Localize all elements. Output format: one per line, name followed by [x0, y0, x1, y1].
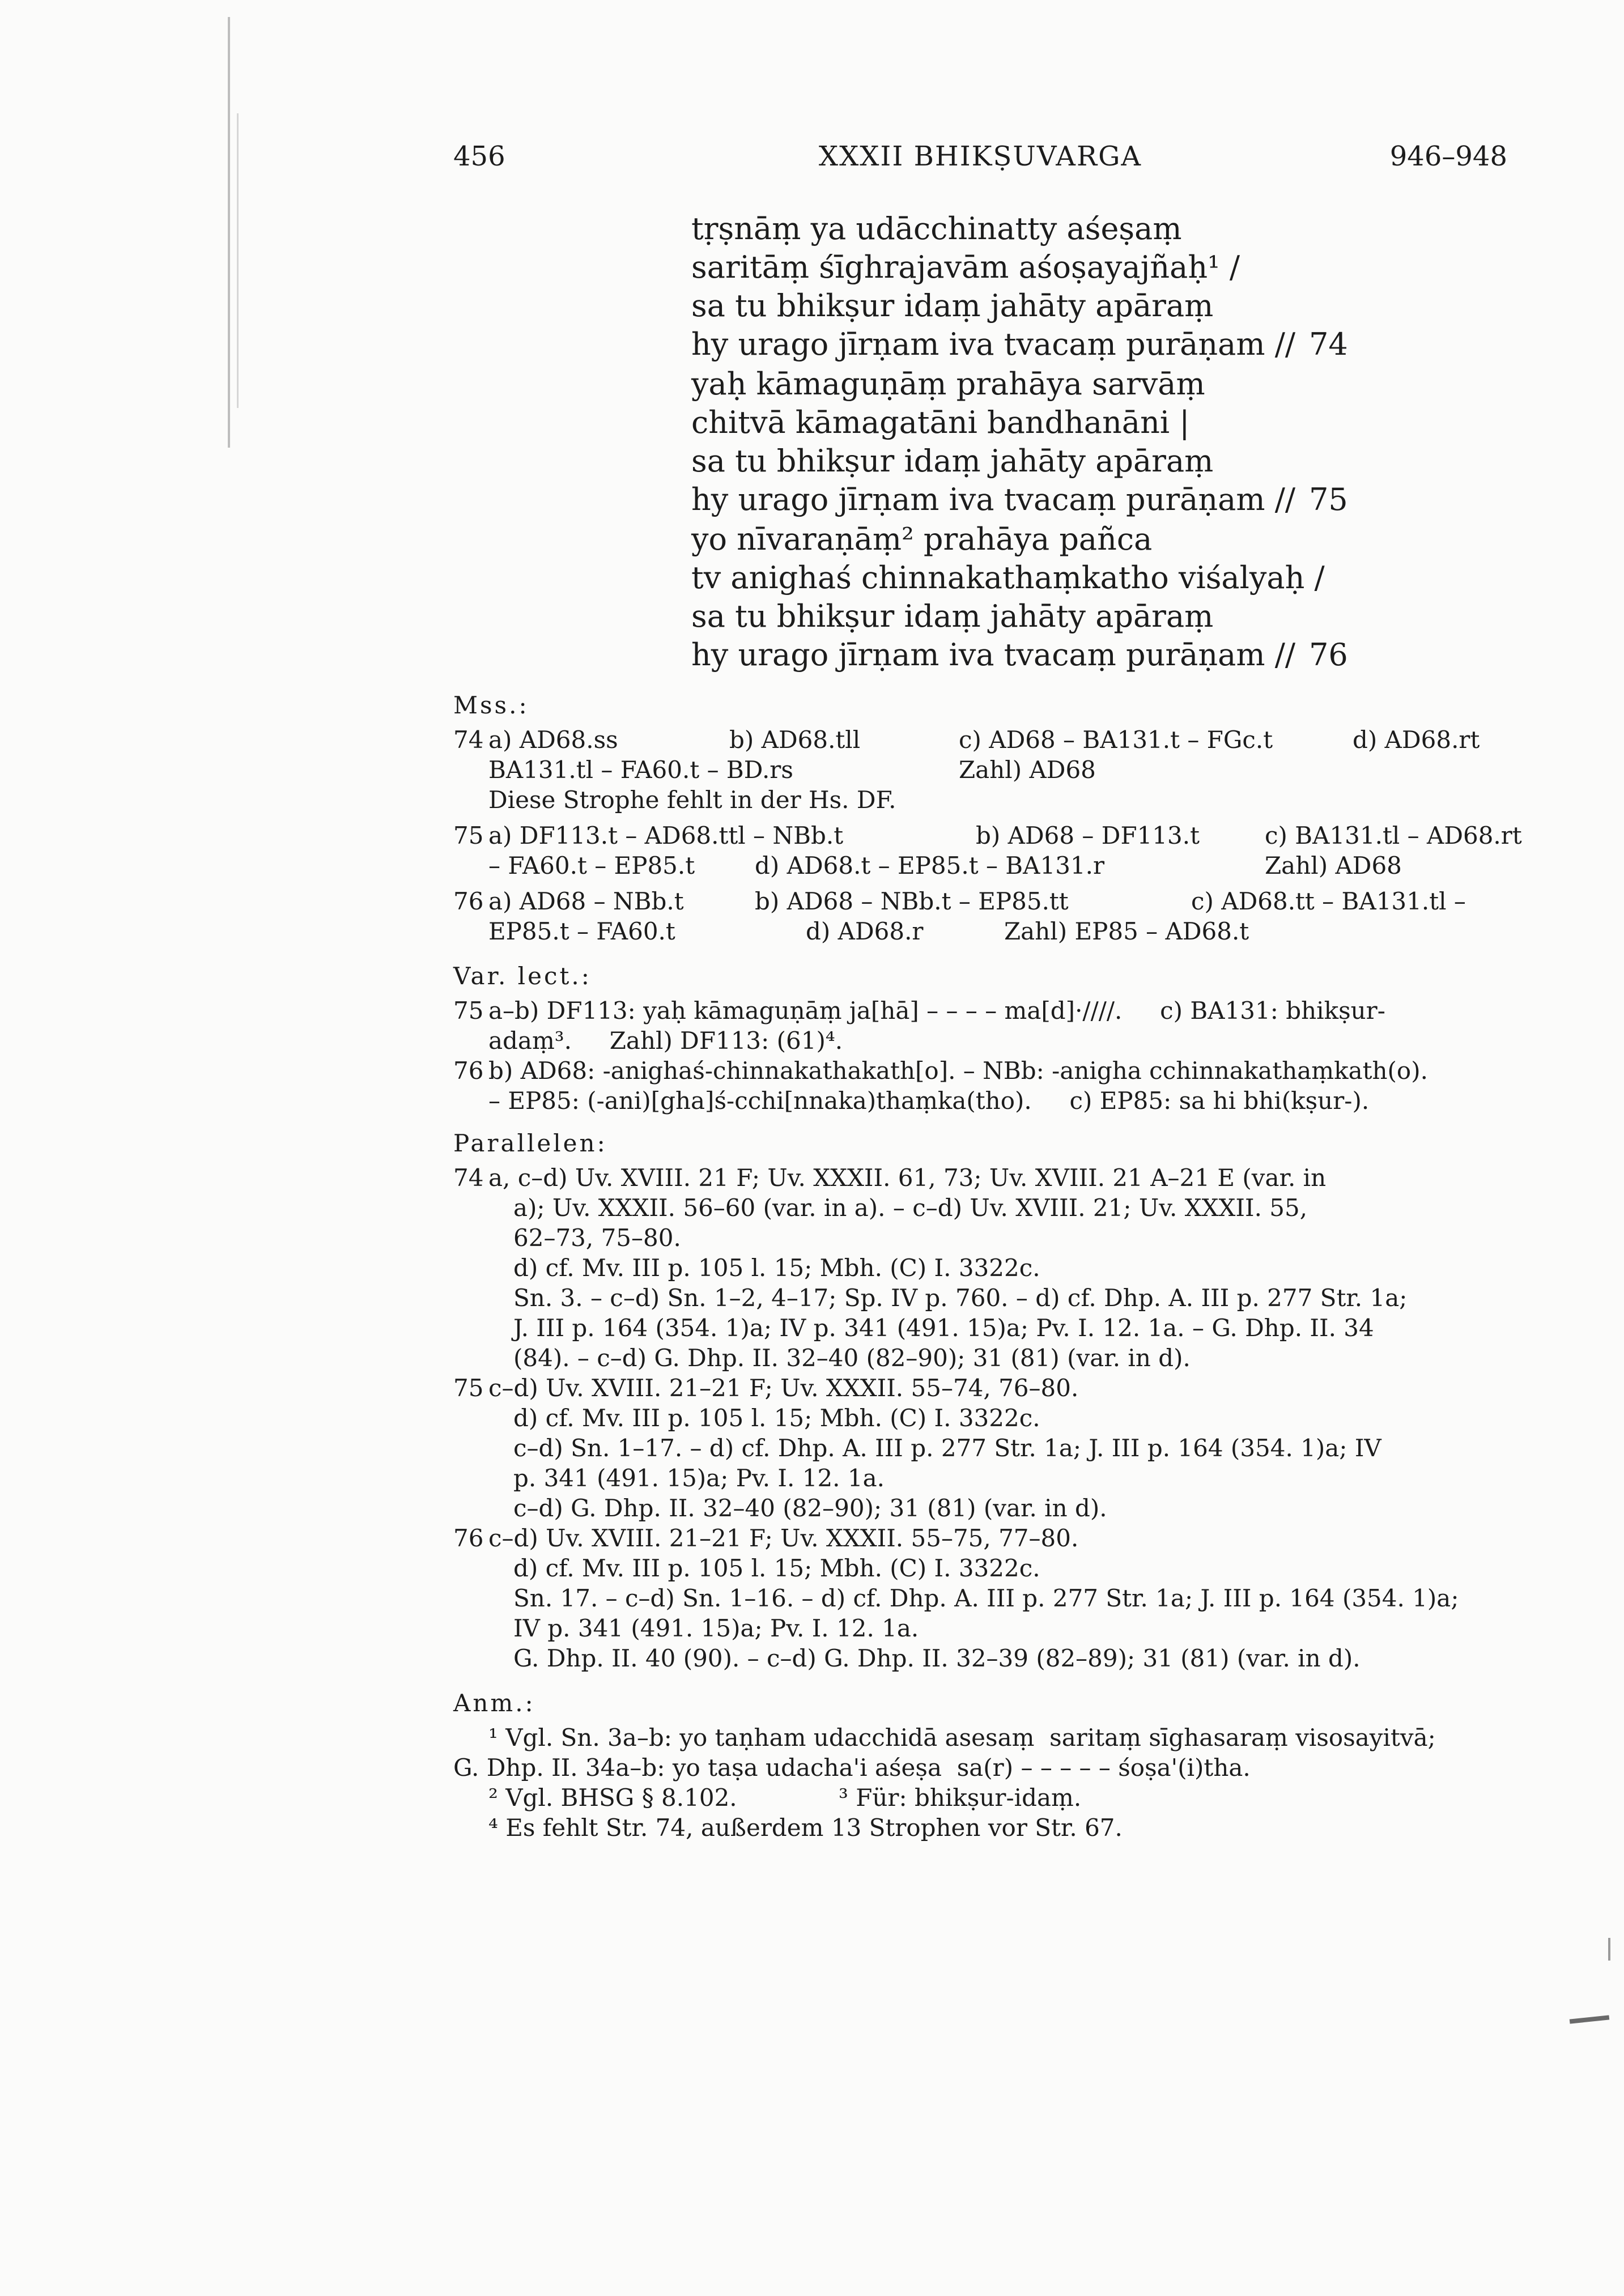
verse-line: sa tu bhikṣur idaṃ jahāty apāraṃ	[691, 288, 1214, 324]
mss-entry-76	[453, 886, 1507, 946]
var-lect-heading: Var. lect.:	[453, 962, 592, 990]
mss-cell: a) AD68 – NBb.t	[488, 887, 684, 915]
mss-cell: d) AD68.t – EP85.t – BA131.r	[755, 852, 1105, 879]
verse-line: hy urago jīrṇam iva tvacaṃ purāṇam // 76	[691, 637, 1348, 673]
mss-entry-75	[453, 820, 1522, 881]
verse-number: 75	[1309, 482, 1348, 517]
mss-cell: a) DF113.t – AD68.ttl – NBb.t	[488, 822, 844, 849]
apparatus-line: a); Uv. XXXII. 56–60 (var. in a). – c–d) Uv. XVIII. 21; Uv. XXXII. 55,	[513, 1194, 1308, 1222]
anm-heading: Anm.:	[453, 1689, 535, 1717]
apparatus-line: Sn. 17. – c–d) Sn. 1–16. – d) cf. Dhp. A. III p. 277 Str. 1a; J. III p. 164 (354. 1)a;	[513, 1584, 1459, 1612]
mss-cell: c) AD68.tt – BA131.tl –	[1191, 887, 1466, 915]
verse-line: chitvā kāmagatāni bandhanāni |	[691, 405, 1190, 440]
entry-number: 74	[453, 1164, 484, 1192]
mss-note: Diese Strophe fehlt in der Hs. DF.	[488, 786, 896, 814]
verse-range: 946–948	[1389, 141, 1507, 172]
scan-mark	[1570, 2015, 1609, 2023]
footnote-3: ³ Für: bhikṣur-idaṃ.	[839, 1784, 1082, 1812]
footnote-1-cont: G. Dhp. II. 34a–b: yo taṣa udacha'i aśeṣa sa(r) – – – – – śoṣa'(i)tha.	[453, 1754, 1251, 1781]
verse-75	[691, 365, 1485, 519]
apparatus-line: p. 341 (491. 15)a; Pv. I. 12. 1a.	[513, 1464, 885, 1492]
verse-block	[691, 210, 1485, 675]
entry-number: 75	[453, 822, 484, 849]
critical-apparatus	[453, 680, 1522, 1843]
chapter-title: XXXII BHIKṢUVARGA	[818, 141, 1142, 172]
verse-line: hy urago jīrṇam iva tvacaṃ purāṇam // 74	[691, 326, 1348, 362]
apparatus-line: adaṃ³. Zahl) DF113: (61)⁴.	[488, 1027, 843, 1055]
parallels-heading: Parallelen:	[453, 1129, 607, 1157]
entry-number: 76	[453, 1524, 484, 1552]
parallels-entry-74	[453, 1163, 1507, 1373]
mss-cell: d) AD68.rt	[1353, 726, 1480, 754]
mss-cell: – FA60.t – EP85.t	[488, 852, 695, 879]
verse-line: yaḥ kāmaguṇāṃ prahāya sarvāṃ	[691, 366, 1205, 402]
footnote-2: ² Vgl. BHSG § 8.102.	[488, 1784, 737, 1812]
apparatus-line: 62–73, 75–80.	[513, 1224, 681, 1252]
verse-line: sa tu bhikṣur idaṃ jahāty apāraṃ	[691, 598, 1214, 634]
apparatus-line: IV p. 341 (491. 15)a; Pv. I. 12. 1a.	[513, 1614, 919, 1642]
scan-edge-line	[228, 17, 230, 448]
varlect-entry-75	[453, 996, 1507, 1056]
apparatus-line: – EP85: (-ani)[gha]ś-cchi[nnaka)thaṃka(tho). c) EP85: sa hi bhi(kṣur-).	[488, 1087, 1370, 1115]
mss-cell: Zahl) AD68	[959, 756, 1096, 784]
mss-cell: c) AD68 – BA131.t – FGc.t	[959, 726, 1273, 754]
apparatus-line: d) cf. Mv. III p. 105 l. 15; Mbh. (C) I. 3322c.	[513, 1554, 1040, 1582]
verse-number: 76	[1309, 637, 1348, 673]
verse-line: yo nīvaraṇāṃ² prahāya pañca	[691, 521, 1153, 557]
apparatus-line: J. III p. 164 (354. 1)a; IV p. 341 (491. 15)a; Pv. I. 12. 1a. – G. Dhp. II. 34	[513, 1314, 1374, 1342]
apparatus-line: c–d) Sn. 1–17. – d) cf. Dhp. A. III p. 277 Str. 1a; J. III p. 164 (354. 1)a; IV	[513, 1434, 1381, 1462]
scan-mark	[1608, 1938, 1610, 1961]
mss-entry-74	[453, 725, 1507, 815]
page-number: 456	[453, 141, 505, 172]
entry-number: 75	[453, 1374, 484, 1402]
verse-line: saritāṃ śīghrajavām aśoṣayajñaḥ¹ /	[691, 249, 1240, 285]
mss-cell: b) AD68.tll	[729, 726, 861, 754]
apparatus-line: Sn. 3. – c–d) Sn. 1–2, 4–17; Sp. IV p. 760. – d) cf. Dhp. A. III p. 277 Str. 1a;	[513, 1284, 1408, 1312]
verse-line: tṛṣnāṃ ya udācchinatty aśeṣaṃ	[691, 211, 1182, 246]
mss-cell: BA131.tl – FA60.t – BD.rs	[488, 756, 793, 784]
verse-line: hy urago jīrṇam iva tvacaṃ purāṇam // 75	[691, 482, 1348, 517]
footnote-4: ⁴ Es fehlt Str. 74, außerdem 13 Strophen vor Str. 67.	[488, 1814, 1123, 1842]
mss-heading: Mss.:	[453, 691, 529, 719]
apparatus-line: a, c–d) Uv. XVIII. 21 F; Uv. XXXII. 61, 73; Uv. XVIII. 21 A–21 E (var. in	[488, 1164, 1327, 1192]
apparatus-line: (84). – c–d) G. Dhp. II. 32–40 (82–90); 31 (81) (var. in d).	[513, 1344, 1191, 1372]
footnote-1: ¹ Vgl. Sn. 3a–b: yo taṇham udacchidā asesaṃ saritaṃ sīghasaraṃ visosayitvā;	[488, 1724, 1436, 1751]
varlect-entry-76	[453, 1056, 1507, 1116]
parallels-entry-75	[453, 1373, 1507, 1523]
apparatus-line: G. Dhp. II. 40 (90). – c–d) G. Dhp. II. 32–39 (82–89); 31 (81) (var. in d).	[513, 1644, 1361, 1672]
mss-cell: Zahl) AD68	[1265, 852, 1402, 879]
entry-number: 75	[453, 997, 484, 1024]
entry-number: 74	[453, 726, 484, 754]
apparatus-line: a–b) DF113: yaḥ kāmaguṇāṃ ja[hā] – – – – ma[d]·////. c) BA131: bhikṣur-	[488, 997, 1385, 1024]
apparatus-line: c–d) G. Dhp. II. 32–40 (82–90); 31 (81) (var. in d).	[513, 1494, 1107, 1522]
mss-cell: Zahl) EP85 – AD68.t	[1004, 917, 1249, 945]
apparatus-line: d) cf. Mv. III p. 105 l. 15; Mbh. (C) I. 3322c.	[513, 1404, 1040, 1432]
mss-cell: a) AD68.ss	[488, 726, 618, 754]
verse-74	[691, 210, 1485, 364]
mss-cell: c) BA131.tl – AD68.rt	[1265, 822, 1522, 849]
verse-line: tv anighaś chinnakathaṃkatho viśalyaḥ /	[691, 560, 1325, 596]
mss-cell: b) AD68 – NBb.t – EP85.tt	[755, 887, 1069, 915]
apparatus-line: d) cf. Mv. III p. 105 l. 15; Mbh. (C) I. 3322c.	[513, 1254, 1040, 1282]
mss-cell: b) AD68 – DF113.t	[976, 822, 1200, 849]
apparatus-line: c–d) Uv. XVIII. 21–21 F; Uv. XXXII. 55–74, 76–80.	[488, 1374, 1079, 1402]
apparatus-line: b) AD68: -anighaś-chinnakathakath[o]. – NBb: -anigha cchinnakathaṃkath(o).	[488, 1057, 1428, 1085]
scan-edge-line	[237, 113, 239, 408]
entry-number: 76	[453, 887, 484, 915]
mss-cell: d) AD68.r	[806, 917, 924, 945]
apparatus-line: c–d) Uv. XVIII. 21–21 F; Uv. XXXII. 55–75, 77–80.	[488, 1524, 1079, 1552]
entry-number: 76	[453, 1057, 484, 1085]
verse-line: sa tu bhikṣur idaṃ jahāty apāraṃ	[691, 443, 1214, 479]
footnote-row	[453, 1783, 1507, 1813]
verse-number: 74	[1309, 326, 1348, 362]
parallels-entry-76	[453, 1523, 1507, 1673]
verse-76	[691, 520, 1485, 674]
mss-cell: EP85.t – FA60.t	[488, 917, 675, 945]
